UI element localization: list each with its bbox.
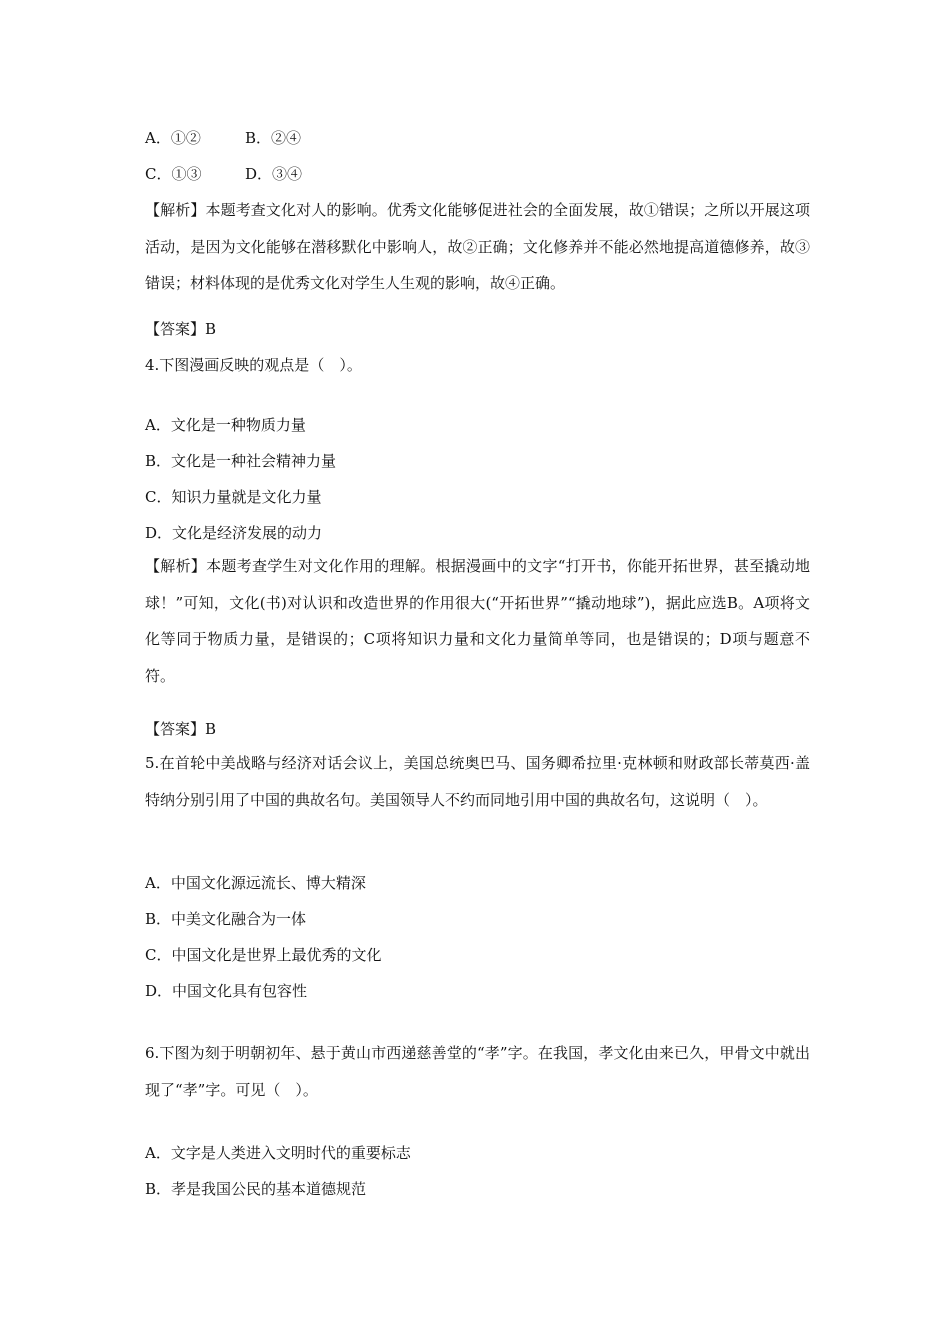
q4-answer: 【答案】B [145,720,217,738]
q3-option-a: A．①② [145,129,201,147]
q4-option-a: A．文化是一种物质力量 [145,416,306,434]
q3-options-row-1 [145,127,301,148]
q4-option-b: B．文化是一种社会精神力量 [145,452,337,470]
q5-option-d: D．中国文化具有包容性 [145,982,308,1000]
q3-analysis: 【解析】本题考查文化对人的影响。优秀文化能够促进社会的全面发展，故①错误；之所以开展这项活动，是因为文化能够在潜移默化中影响人，故②正确；文化修养并不能必然地提高道德修养，故③错误；材料体现的是优秀文化对学生人生观的影响，故④正确。 [145,201,810,292]
q4-option-c: C．知识力量就是文化力量 [145,488,322,506]
q5-option-b: B．中美文化融合为一体 [145,910,307,928]
q3-option-b: B．②④ [245,129,302,147]
q6-stem: 6.下图为刻于明朝初年、悬于黄山市西递慈善堂的“孝”字。在我国，孝文化由来已久，甲骨文中就出现了“孝”字。可见（ ）。 [145,1044,810,1099]
q6-option-a: A．文字是人类进入文明时代的重要标志 [145,1144,411,1162]
q4-analysis: 【解析】本题考查学生对文化作用的理解。根据漫画中的文字“打开书，你能开拓世界，甚至撬动地球！”可知，文化(书)对认识和改造世界的作用很大(“开拓世界”“撬动地球”)，据此应选B。A项将文化等同于物质力量，是错误的；C项将知识力量和文化力量简单等同，也是错误的；D项与题意不符。 [145,557,810,685]
q5-stem: 5.在首轮中美战略与经济对话会议上，美国总统奥巴马、国务卿希拉里·克林顿和财政部长蒂莫西·盖特纳分别引用了中国的典故名句。美国领导人不约而同地引用中国的典故名句，这说明（ ）。 [145,754,810,809]
q3-answer: 【答案】B [145,320,217,338]
q3-option-d: D．③④ [245,165,303,183]
q3-options-row-2 [145,163,302,184]
q4-stem: 4.下图漫画反映的观点是（ ）。 [145,356,362,374]
q3-option-c: C．①③ [145,165,202,183]
q6-option-b: B．孝是我国公民的基本道德规范 [145,1180,367,1198]
q5-option-c: C．中国文化是世界上最优秀的文化 [145,946,382,964]
q4-option-d: D．文化是经济发展的动力 [145,524,323,542]
q5-option-a: A．中国文化源远流长、博大精深 [145,874,366,892]
